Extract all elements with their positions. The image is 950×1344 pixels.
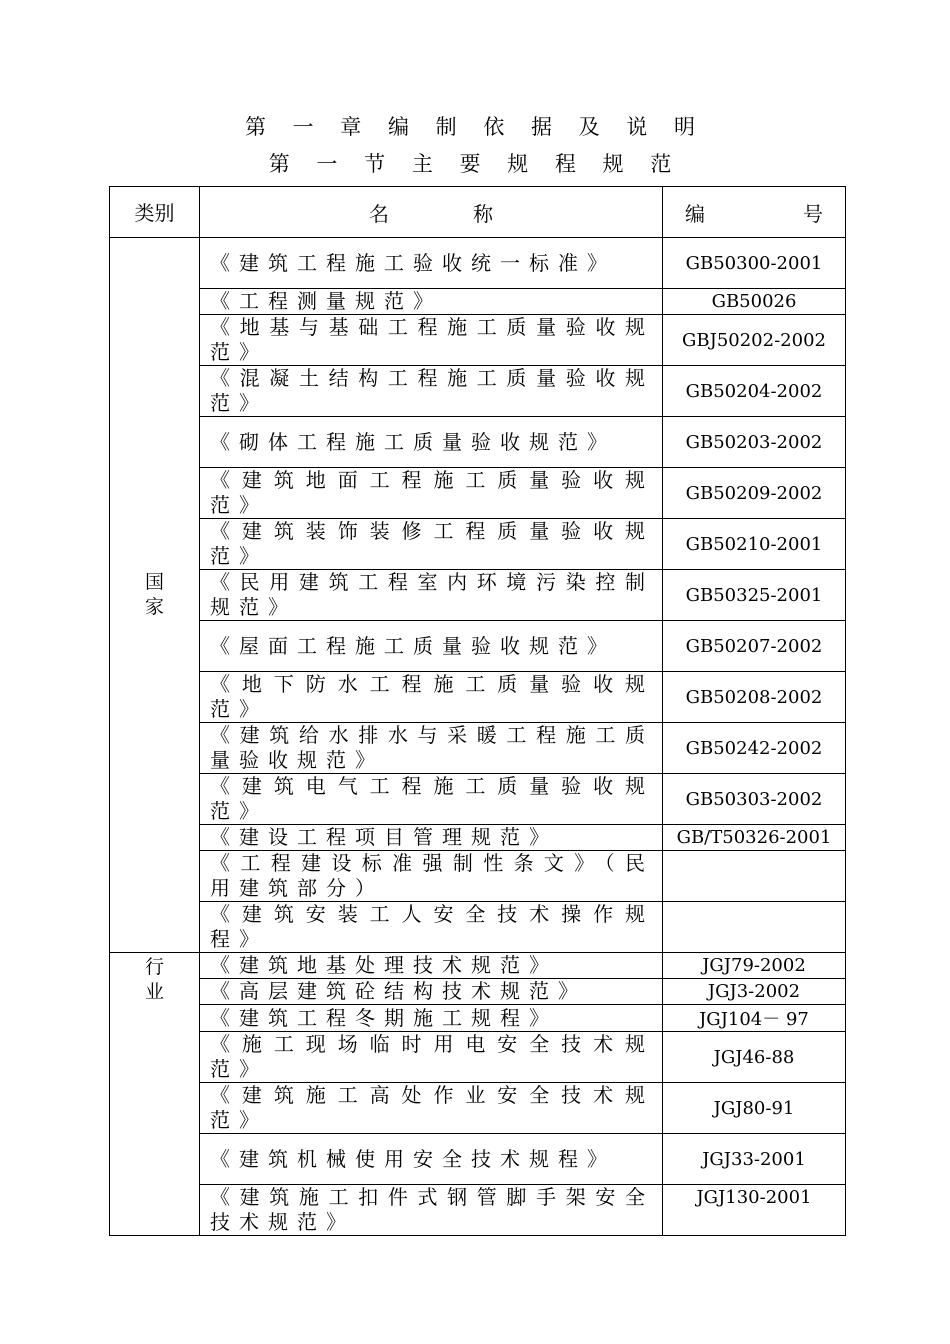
header-code-right: 号 bbox=[803, 201, 823, 226]
standard-name: 《建筑装饰装修工程质量验收规范》 bbox=[200, 519, 663, 570]
category-industry: 行业 bbox=[110, 953, 200, 1236]
standard-name: 《建筑电气工程施工质量验收规范》 bbox=[200, 774, 663, 825]
table-row bbox=[110, 366, 846, 417]
table-row bbox=[110, 417, 846, 468]
standard-code: JGJ33-2001 bbox=[663, 1134, 846, 1185]
standard-name: 《建筑给水排水与采暖工程施工质量验收规范》 bbox=[200, 723, 663, 774]
table-row bbox=[110, 672, 846, 723]
table-header-row bbox=[110, 187, 846, 238]
section-title: 第 一 节 主 要 规 程 规 范 bbox=[268, 152, 682, 176]
standard-name: 《建筑机械使用安全技术规程》 bbox=[200, 1134, 663, 1185]
standard-code: JGJ46-88 bbox=[663, 1032, 846, 1083]
table-row bbox=[110, 570, 846, 621]
standard-name: 《砌体工程施工质量验收规范》 bbox=[200, 417, 663, 468]
standard-name: 《建筑施工高处作业安全技术规范》 bbox=[200, 1083, 663, 1134]
table-row bbox=[110, 902, 846, 953]
standard-name: 《建筑施工扣件式钢管脚手架安全技术规范》 bbox=[200, 1185, 663, 1236]
table-row bbox=[110, 238, 846, 289]
table-row bbox=[110, 1005, 846, 1032]
standard-name: 《屋面工程施工质量验收规范》 bbox=[200, 621, 663, 672]
header-code-left: 编 bbox=[685, 201, 705, 226]
standard-name: 《建设工程项目管理规范》 bbox=[200, 825, 663, 851]
table-row bbox=[110, 953, 846, 979]
standard-code: GB50210-2001 bbox=[663, 519, 846, 570]
table-row bbox=[110, 774, 846, 825]
standard-code: JGJ104－ 97 bbox=[663, 1005, 846, 1032]
table-row bbox=[110, 519, 846, 570]
standard-code bbox=[663, 851, 846, 902]
standard-name: 《建筑安装工人安全技术操作规程》 bbox=[200, 902, 663, 953]
header-code bbox=[663, 187, 846, 238]
standard-name: 《建筑工程冬期施工规程》 bbox=[200, 1005, 663, 1032]
table-row bbox=[110, 468, 846, 519]
standard-code: JGJ79-2002 bbox=[663, 953, 846, 979]
standard-name: 《施工现场临时用电安全技术规范》 bbox=[200, 1032, 663, 1083]
table-row bbox=[110, 723, 846, 774]
chapter-title: 第 一 章 编 制 依 据 及 说 明 bbox=[244, 115, 706, 139]
table-row bbox=[110, 1083, 846, 1134]
table-row bbox=[110, 621, 846, 672]
standard-code bbox=[663, 902, 846, 953]
standard-name: 《民用建筑工程室内环境污染控制规范》 bbox=[200, 570, 663, 621]
table-row bbox=[110, 979, 846, 1005]
table-row bbox=[110, 315, 846, 366]
standard-code: GB50026 bbox=[663, 289, 846, 315]
standard-code: GB50209-2002 bbox=[663, 468, 846, 519]
standard-code: GBJ50202-2002 bbox=[663, 315, 846, 366]
standard-code: GB50303-2002 bbox=[663, 774, 846, 825]
table-row bbox=[110, 1134, 846, 1185]
standard-name: 《建筑地面工程施工质量验收规范》 bbox=[200, 468, 663, 519]
standards-table bbox=[109, 186, 846, 1236]
header-category: 类别 bbox=[110, 187, 200, 238]
table-row bbox=[110, 1032, 846, 1083]
table-row bbox=[110, 289, 846, 315]
header-name-right: 称 bbox=[473, 201, 493, 226]
standard-name: 《建筑地基处理技术规范》 bbox=[200, 953, 663, 979]
standard-name: 《建筑工程施工验收统一标准》 bbox=[200, 238, 663, 289]
standard-name: 《混凝土结构工程施工质量验收规范》 bbox=[200, 366, 663, 417]
standard-name: 《高层建筑砼结构技术规范》 bbox=[200, 979, 663, 1005]
table-row bbox=[110, 851, 846, 902]
table-row bbox=[110, 825, 846, 851]
standard-code: JGJ130-2001 bbox=[663, 1185, 846, 1236]
standard-name: 《地下防水工程施工质量验收规范》 bbox=[200, 672, 663, 723]
table-row bbox=[110, 1185, 846, 1236]
table-body bbox=[110, 238, 846, 1236]
standard-code: GB50203-2002 bbox=[663, 417, 846, 468]
standard-name: 《地基与基础工程施工质量验收规范》 bbox=[200, 315, 663, 366]
header-name-left: 名 bbox=[369, 201, 389, 226]
standard-code: GB50207-2002 bbox=[663, 621, 846, 672]
standard-code: JGJ3-2002 bbox=[663, 979, 846, 1005]
standard-code: GB50242-2002 bbox=[663, 723, 846, 774]
category-national: 国家 bbox=[110, 238, 200, 953]
standard-code: GB50204-2002 bbox=[663, 366, 846, 417]
standard-name: 《工程测量规范》 bbox=[200, 289, 663, 315]
header-name bbox=[200, 187, 663, 238]
standard-code: GB/T50326-2001 bbox=[663, 825, 846, 851]
standard-code: GB50300-2001 bbox=[663, 238, 846, 289]
standard-code: GB50325-2001 bbox=[663, 570, 846, 621]
standard-name: 《工程建设标准强制性条文》（民用建筑部分） bbox=[200, 851, 663, 902]
standard-code: GB50208-2002 bbox=[663, 672, 846, 723]
standard-code: JGJ80-91 bbox=[663, 1083, 846, 1134]
